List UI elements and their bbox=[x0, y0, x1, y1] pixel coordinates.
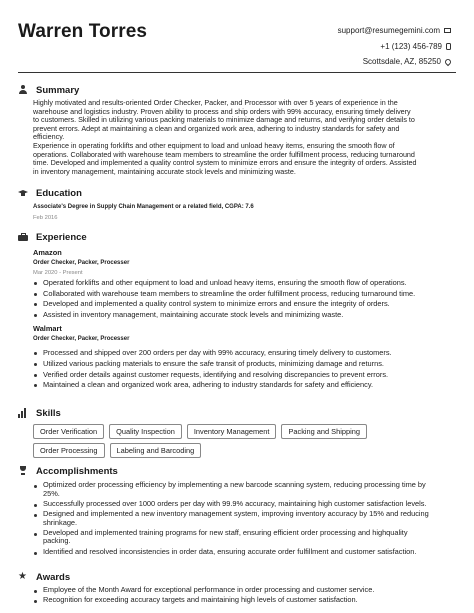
list-item: Successfully processed over 1000 orders per day with 99.9% accuracy, maintaining high customer satisfaction levels. bbox=[33, 500, 456, 509]
location-text: Scottsdale, AZ, 85250 bbox=[362, 57, 441, 66]
graduation-cap-icon bbox=[18, 188, 28, 198]
company-name: Amazon bbox=[33, 248, 62, 257]
phone-text: +1 (123) 456-789 bbox=[380, 41, 442, 51]
skill-chip: Order Processing bbox=[33, 443, 105, 458]
summary-heading: Summary bbox=[36, 84, 80, 96]
list-item: Utilized various packing materials to ensure the safe transit of products, minimizing damage and returns. bbox=[33, 359, 456, 370]
list-item: Developed and implemented a quality control system to minimize errors and ensure the integrity of orders. bbox=[33, 299, 456, 310]
list-item: Recognition for exceeding accuracy targets and maintaining high levels of customer satisfaction. bbox=[33, 596, 456, 605]
person-icon bbox=[18, 85, 28, 95]
list-item: Assisted in inventory management, maintaining accurate stock levels and minimizing waste. bbox=[33, 310, 456, 321]
experience-heading: Experience bbox=[36, 231, 87, 243]
list-item: Maintained a clean and organized work area, adhering to industry standards for safety and efficiency. bbox=[33, 380, 456, 391]
list-item: Verified order details against customer requests, identifying and resolving discrepancies to prevent errors. bbox=[33, 370, 456, 381]
job-entry bbox=[18, 324, 456, 390]
education-heading: Education bbox=[36, 187, 82, 199]
location-pin-icon bbox=[444, 58, 452, 66]
accomplishments-section bbox=[18, 465, 456, 558]
skill-chip: Packing and Shipping bbox=[281, 424, 367, 439]
summary-line: operations. Collaborated with warehouse team members to streamline the order fulfillment process, reducing turnaround bbox=[33, 149, 415, 159]
summary-section bbox=[18, 84, 456, 176]
summary-line: Highly motivated and results-oriented Order Checker, Packer, and Processor with over 5 years of experience in the bbox=[33, 98, 398, 107]
list-item: Developed and implemented training programs for new staff, ensuring efficient order processing and highquality packing. bbox=[33, 529, 456, 546]
accomplishments-heading: Accomplishments bbox=[36, 465, 118, 477]
summary-text bbox=[33, 99, 456, 176]
skills-list bbox=[33, 424, 393, 458]
summary-line: in inventory management, maintaining accurate stock levels and minimizing waste. bbox=[33, 166, 296, 176]
summary-line: to customers. Skilled in utilizing various packing materials to minimize damage and returns, and verifying order details to bbox=[33, 115, 415, 125]
skill-chip: Inventory Management bbox=[187, 424, 277, 439]
header-divider bbox=[18, 72, 456, 73]
list-item: Processed and shipped over 200 orders per day with 99% accuracy, ensuring timely delivery to customers. bbox=[33, 348, 456, 359]
job-bullets bbox=[33, 278, 456, 320]
degree: Associate's Degree in Supply Chain Management or a related field, CGPA: 7.6 bbox=[33, 204, 254, 210]
education-section bbox=[18, 187, 456, 221]
awards-section bbox=[18, 571, 456, 606]
job-entry bbox=[18, 248, 456, 320]
summary-line: efficiency. bbox=[33, 132, 65, 142]
job-date: Mar 2020 - Present bbox=[33, 270, 83, 276]
list-item: Optimized order processing efficiency by implementing a new barcode scanning system, reducing processing time by 25%. bbox=[33, 481, 456, 498]
contact-block bbox=[338, 23, 451, 70]
summary-line: prevent errors. Adept at maintaining a clean and organized work area, adhering to industry standards for safety and bbox=[33, 123, 400, 133]
trophy-icon bbox=[18, 466, 28, 476]
job-bullets bbox=[33, 348, 456, 390]
awards-list bbox=[33, 586, 456, 605]
skill-chip: Order Verification bbox=[33, 424, 104, 439]
skills-heading: Skills bbox=[36, 407, 61, 419]
bar-chart-icon bbox=[18, 408, 28, 418]
skill-chip: Labeling and Barcoding bbox=[110, 443, 202, 458]
phone-icon bbox=[446, 43, 451, 50]
job-role: Order Checker, Packer, Processer bbox=[33, 336, 130, 343]
summary-line: warehouse and logistics industry. Proven ability to process and ship orders with 99% accuracy, ensuring timely delivery bbox=[33, 106, 411, 116]
list-item: Employee of the Month Award for exceptional performance in order processing and customer service. bbox=[33, 586, 456, 595]
award-star-icon: ★ bbox=[18, 571, 27, 582]
company-name: Walmart bbox=[33, 324, 62, 334]
skills-section bbox=[18, 407, 456, 458]
skill-chip: Quality Inspection bbox=[109, 424, 182, 439]
list-item: Operated forklifts and other equipment to load and unload heavy items, ensuring the smooth flow of operations. bbox=[33, 278, 456, 289]
accomplishments-list bbox=[33, 481, 456, 556]
candidate-name: Warren Torres bbox=[18, 21, 148, 42]
job-role: Order Checker, Packer, Processer bbox=[33, 260, 130, 266]
experience-section bbox=[18, 231, 456, 391]
list-item: Collaborated with warehouse team members to streamline the order fulfillment process, reducing turnaround time. bbox=[33, 289, 456, 300]
briefcase-icon bbox=[18, 232, 28, 242]
list-item: Identified and resolved inconsistencies in order data, ensuring accurate order fulfillment and customer satisfaction. bbox=[33, 548, 456, 557]
summary-line: time. Developed and implemented a quality control system to minimize errors and ensure the integrity of orders. Assisted bbox=[33, 158, 417, 168]
list-item: Designed and implemented a new inventory management system, improving inventory accuracy by 15% and reducing shrinkage. bbox=[33, 510, 456, 527]
awards-heading: Awards bbox=[36, 571, 71, 583]
email-text[interactable]: support@resumegemini.com bbox=[337, 26, 440, 35]
education-date: Feb 2016 bbox=[33, 215, 58, 221]
summary-line: Experience in operating forklifts and other equipment to load and unload heavy items, ensuring the smooth flow of bbox=[33, 140, 395, 150]
mail-icon bbox=[444, 28, 451, 33]
